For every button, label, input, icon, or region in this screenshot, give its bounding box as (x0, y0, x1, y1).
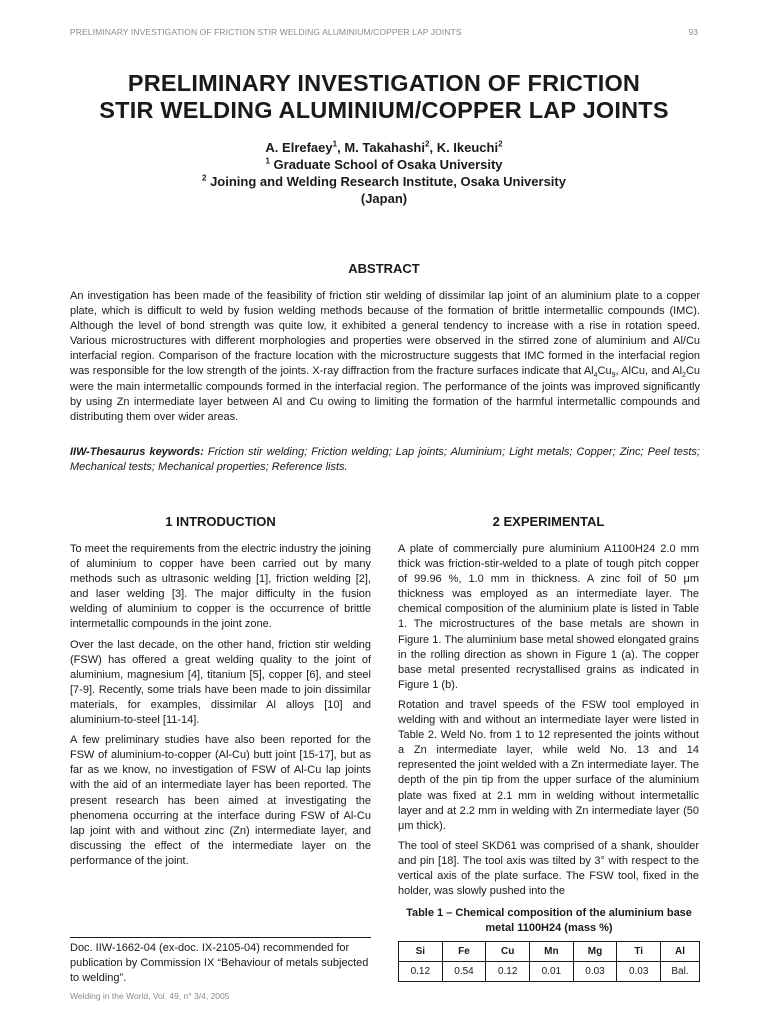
author-block (60, 139, 708, 207)
running-head-title: PRELIMINARY INVESTIGATION OF FRICTION STIR WELDING ALUMINIUM/COPPER LAP JOINTS (70, 27, 462, 37)
author-separator: , (429, 140, 437, 155)
table-cell: 0.01 (530, 962, 574, 982)
table-row (399, 962, 700, 982)
subscript: 2 (682, 372, 686, 380)
abstract-text-part: Cu (597, 365, 612, 378)
table-header-cell: Cu (486, 942, 530, 962)
footnote: Doc. IIW-1662-04 (ex-doc. IX-2105-04) recommended for publication by Commission IX “Behaviour of metals subjected to welding”. (70, 937, 371, 986)
author-2: M. Takahashi (344, 140, 425, 155)
experimental-paragraph-2: Rotation and travel speeds of the FSW tool employed in welding with and without an intermediate layer were listed in Table 2. Weld No. from 1 to 12 represented the joints without a Zn intermediate layer, while weld No. 13 and 14 represented the joint welded with a Zn intermediate layer. The depth of the pin tip from the upper surface of the aluminium plate was fixed at 2.1 mm in welding without intermetallic layer and at 2.2 mm in welding with Zn intermediate layer (50 μm thick). (398, 698, 699, 832)
experimental-heading: 2 EXPERIMENTAL (492, 514, 605, 529)
table-header-cell: Fe (442, 942, 486, 962)
journal-footer: Welding in the World, Vol. 49, n° 3/4, 2005 (70, 991, 230, 1001)
affiliation-1-text: Graduate School of Osaka University (269, 157, 503, 172)
table-header-cell: Ti (617, 942, 661, 962)
table-cell: 0.03 (617, 962, 661, 982)
affiliation-2 (60, 173, 708, 190)
table-header-cell: Mn (530, 942, 574, 962)
table-header-row (399, 942, 700, 962)
introduction-heading: 1 INTRODUCTION (165, 514, 276, 529)
introduction-paragraph-1: To meet the requirements from the electric industry the joining of aluminium to copper have been carried out by many methods such as ultrasonic welding [1], friction welding [2], and laser welding [3]. The major difficulty in the fusion welding of aluminium to copper is the occurrence of brittle intermetallic compounds in the joint zone. (70, 543, 371, 631)
introduction-section (70, 514, 371, 874)
keywords-text: Friction stir welding; Friction welding; Lap joints; Aluminium; Light metals; Copper; Zinc; Peel tests; Mechanical tests; Mechanical properties; Reference lists. (70, 446, 700, 474)
table-header-cell: Al (661, 942, 700, 962)
experimental-paragraph-1: A plate of commercially pure aluminium A1100H24 2.0 mm thick was friction-stir-welded to a plate of tough pitch copper of 99.96 %, 1.0 mm in thickness. A zinc foil of 50 μm thickness was employed as an intermediate layer. The chemical composition of the aluminium plate is listed in Table 1. The microstructures of the base metals are shown in Figure 1. The aluminium base metal showed elongated grains in the rolling direction as shown in Figure 1 (a). The copper base metal presented recrystallised grains as indicated in Figure 1 (b). (398, 543, 699, 691)
subscript: 9 (611, 372, 616, 380)
paper-title (40, 70, 728, 124)
table-header-cell: Mg (573, 942, 617, 962)
keywords (70, 445, 700, 475)
affiliation-2-text: Joining and Welding Research Institute, Osaka University (206, 174, 566, 189)
abstract-heading: ABSTRACT (348, 261, 420, 276)
table-cell: 0.12 (399, 962, 443, 982)
running-head (70, 27, 698, 39)
author-list (60, 139, 708, 156)
table-cell: Bal. (661, 962, 700, 982)
author-3: K. Ikeuchi (436, 140, 499, 155)
author-3-affiliation-mark: 2 (498, 139, 503, 149)
affiliation-1-mark: 1 (265, 156, 270, 166)
author-2-affiliation-mark: 2 (425, 139, 430, 149)
author-1: A. Elrefaey (265, 140, 333, 155)
table-cell: 0.12 (486, 962, 530, 982)
author-1-affiliation-mark: 1 (332, 139, 338, 149)
affiliation-2-mark: 2 (202, 173, 207, 183)
table-1-chemical-composition (398, 941, 700, 982)
author-separator: , (337, 140, 345, 155)
abstract-text (70, 289, 700, 425)
keywords-label: IIW-Thesaurus keywords: (70, 446, 204, 458)
paper-title-line-1: PRELIMINARY INVESTIGATION OF FRICTION (127, 70, 641, 96)
subscript: 4 (593, 372, 598, 380)
experimental-section (398, 514, 699, 904)
abstract-text-part: An investigation has been made of the feasibility of friction stir welding of dissimilar lap joint of an aluminium plate to a copper plate, which is difficult to weld by fusion welding methods because of the formation of brittle intermetallic compounds (IMC). Although the level of bond strength was quite low, it exhibited a general tendency to increase with a rise in rotation speed. Various microstructures with different morphologies and properties were observed in the stirred zone of aluminium and Al/Cu interfacial region. Comparison of the fracture location with the microstructure suggests that IMC formed in the interfacial region was responsible for the low strength of the joints. X-ray diffraction from the fracture surfaces indicate that Al (70, 290, 700, 378)
table-header-cell: Si (399, 942, 443, 962)
table-1-caption: Table 1 – Chemical composition of the aluminium base metal 1100H24 (mass %) (406, 907, 692, 934)
introduction-paragraph-2: Over the last decade, on the other hand, friction stir welding (FSW) has offered a great welding quality to the joint of aluminium, magnesium [4], titanium [5], copper [6], and steel [7-9]. Recently, some trials have been made to join dissimilar materials, for examples, dissimilar Al alloys [10] and aluminium-to-steel [11-14]. (70, 638, 371, 727)
paper-title-line-2: STIR WELDING ALUMINIUM/COPPER LAP JOINTS (99, 97, 669, 123)
table-cell: 0.54 (442, 962, 486, 982)
page-number: 93 (688, 27, 698, 37)
abstract-text-part: Cu were the main intermetallic compounds formed in the interfacial region. The performance of the joints was improved significantly by using Zn intermediate layer between Al and Cu owing to limiting the formation of the harmful intermetallic compounds and distributing them over wider areas. (70, 365, 701, 423)
abstract-text-part: , AlCu, and Al (615, 365, 683, 378)
table-cell: 0.03 (573, 962, 617, 982)
affiliation-country: (Japan) (360, 191, 408, 206)
introduction-paragraph-3: A few preliminary studies have also been reported for the FSW of aluminium-to-copper (Al-Cu) butt joint [15-17], but as far as we know, no investigation of FSW of Al-Cu lap joints with the aid of an intermediate layer has been reported. The present research has been aimed at investigating the phenomena occurring at the interface during FSW of Al-Cu lap joint with and without zinc (Zn) intermediate layer, and discussing the effect of the intermediate layer on the performance of the joint. (70, 734, 371, 867)
affiliation-1 (60, 156, 708, 173)
experimental-paragraph-3: The tool of steel SKD61 was comprised of a shank, shoulder and pin [18]. The tool axis was tilted by 3° with respect to the vertical axis of the plate surface. The FSW tool, fixed in the holder, was slowly pushed into the (398, 839, 699, 898)
